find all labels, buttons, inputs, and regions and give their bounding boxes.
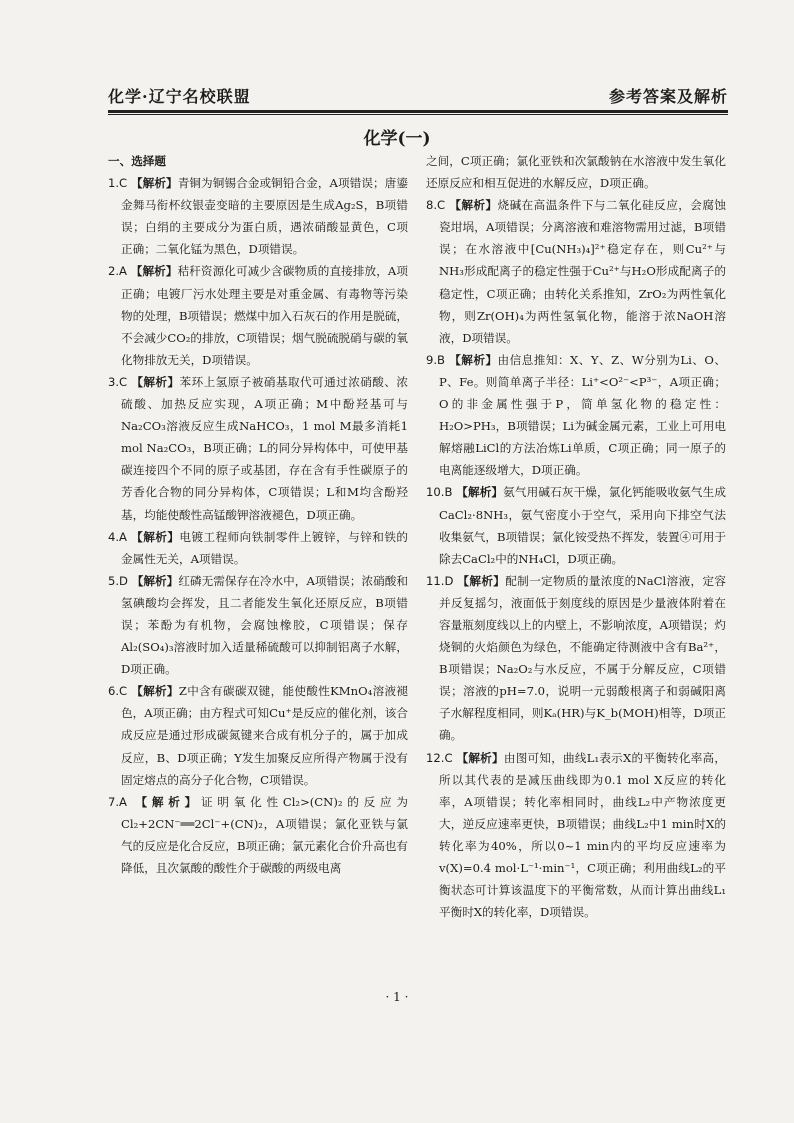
- answer-number: 1.C: [108, 176, 128, 191]
- answer-item: [426, 747, 726, 924]
- analysis-text: Z中含有碳碳双键，能使酸性KMnO₄溶液褪色，A项正确；由方程式可知Cu⁺是反应的催化剂，该合成反应是通过形成碳氮键来合成有机分子的，属于加成反应，B、D项正确；Y发生加聚反应所得产物属于没有固定熔点的高分子化合物，C项错误。: [121, 684, 408, 787]
- analysis-tag: 【解析】: [449, 352, 498, 367]
- answer-number: 5.D: [108, 573, 128, 588]
- answer-item: [426, 194, 726, 349]
- answer-number: 10.B: [426, 485, 453, 500]
- answer-item: [108, 260, 408, 370]
- header-subject: 化学·辽宁名校联盟: [108, 87, 251, 106]
- answer-number: 9.B: [426, 352, 446, 367]
- header-rule: [108, 110, 728, 113]
- analysis-text: 由信息推知：X、Y、Z、W分别为Li、O、P、Fe。则简单离子半径：Li⁺<O²⁻<P³⁻，A项正确；O的非金属性强于P，简单氢化物的稳定性：H₂O>PH₃，B项错误；Li为碱金属元素，工业上可用电解熔融LiCl的方法冶炼Li单质，C项正确；同一原子的电离能逐级增大，D项正确。: [439, 352, 726, 478]
- header-answers: 参考答案及解析: [608, 87, 728, 106]
- analysis-text: 氨气用碱石灰干燥，氯化钙能吸收氨气生成CaCl₂·8NH₃，氨气密度小于空气，采用向下排空气法收集氨气，B项错误；氯化铵受热不挥发，装置④可用于除去CaCl₂中的NH₄Cl，D项正确。: [439, 485, 726, 566]
- page-header: [108, 84, 728, 110]
- analysis-text: 苯环上氢原子被硝基取代可通过浓硝酸、浓硫酸、加热反应实现，A项正确；M中酚羟基可与Na₂CO₃溶液反应生成NaHCO₃，1 mol M最多消耗1 mol Na₂CO₃，B项正确；L的同分异构体中，可使甲基碳连接四个不同的原子或基团，存在含有手性碳原子的芳香化合物的同分异构体，C项错误；L和M均含酚羟基，均能使酸性高锰酸钾溶液褪色，D项正确。: [121, 374, 408, 522]
- answer-item-7: 7.A 【解析】证明氧化性Cl₂>(CN)₂的反应为Cl₂+2CN⁻══2Cl⁻+(CN)₂，A项错误；氯化亚铁与氯气的反应是化合反应，B项正确；氯元素化合价升高也有降低，且次氯酸的酸性介于碳酸的两级电离: [108, 794, 408, 875]
- analysis-text: 秸秆资源化可减少含碳物质的直接排放，A项正确；电镀厂污水处理主要是对重金属、有毒物等污染物的处理，B项错误；燃煤中加入石灰石的作用是脱硫，不会减少CO₂的排放，C项错误；烟气脱硫脱硝与碳的氧化物排放无关，D项错误。: [121, 264, 408, 367]
- page-title: 化学(一): [363, 129, 431, 149]
- answer-item: [426, 570, 726, 747]
- analysis-text: 由图可知，曲线L₁表示X的平衡转化率高，所以其代表的是减压曲线即为0.1 mol X反应的转化率，A项错误；转化率相同时，曲线L₂中产物浓度更大，逆反应速率更快，B项错误；曲线L₂中1 min时X的转化率为40%，所以0~1 min内的平均反应速率为v(X)=0.4 mol·L⁻¹·min⁻¹，C项正确；利用曲线L₂的平衡状态可计算该温度下的平衡常数，从而计算出曲线L₁平衡时X的转化率，D项错误。: [439, 750, 726, 920]
- answer-number: 3.C: [108, 374, 128, 389]
- analysis-tag: 【解析】: [131, 529, 180, 544]
- answer-item: [108, 371, 408, 526]
- section-heading: 一、选择题: [108, 154, 166, 168]
- answer-item: [108, 526, 408, 570]
- analysis-tag: 【解析】: [131, 684, 179, 699]
- analysis-text: 电镀工程师向铁制零件上镀锌，与锌和铁的金属性无关，A项错误。: [121, 529, 408, 566]
- left-item-list: [108, 172, 408, 791]
- analysis-tag: 【解析】: [456, 750, 504, 765]
- analysis-tag: 【解析】: [131, 374, 180, 389]
- answer-number: 12.C: [426, 750, 453, 765]
- answer-number: 4.A: [108, 529, 127, 544]
- item-7-continuation: 之间，C项正确；氯化亚铁和次氯酸钠在水溶液中发生氧化还原反应和相互促进的水解反应，D项正确。: [426, 154, 726, 191]
- analysis-tag: 【解析】: [130, 264, 178, 279]
- answer-item: [426, 481, 726, 569]
- analysis-tag: 【解析】: [449, 198, 498, 213]
- analysis-text: 配制一定物质的量浓度的NaCl溶液，定容并反复摇匀，液面低于刻度线的原因是少量液体附着在容量瓶刻度线以上的内壁上，不影响浓度，A项错误；灼烧铜的火焰颜色为绿色，不能确定待测液中含有Ba²⁺，B项错误；Na₂O₂与水反应，不属于分解反应，C项错误；溶液的pH=7.0，说明一元弱酸根离子和弱碱阳离子水解程度相同，则Kₐ(HR)与K_b(MOH)相等，D项正确。: [439, 573, 726, 743]
- analysis-tag: 【解析】: [131, 573, 179, 588]
- analysis-text: 青铜为铜锡合金或铜铅合金，A项错误；唐鎏金舞马衔杯纹银壶变暗的主要原因是生成Ag₂S，B项错误；白绢的主要成分为蛋白质，遇浓硝酸显黄色，C项正确；二氧化锰为黑色，D项错误。: [121, 176, 409, 257]
- right-column: [426, 150, 726, 923]
- analysis-tag: 【解析】: [130, 176, 178, 191]
- answer-number: 8.C: [426, 198, 446, 213]
- right-item-list: [426, 194, 726, 923]
- analysis-text: 烧碱在高温条件下与二氧化硅反应，会腐蚀瓷坩埚，A项错误；分离溶液和难溶物需用过滤，B项错误；在水溶液中[Cu(NH₃)₄]²⁺稳定存在，则Cu²⁺与NH₃形成配离子的稳定性强于Cu²⁺与H₂O形成配离子的稳定性，C项正确；由转化关系推知，ZrO₂为两性氧化物，则Zr(OH)₄为两性氢氧化物，能溶于浓NaOH溶液，D项错误。: [439, 198, 726, 345]
- answer-number: 11.D: [426, 573, 454, 588]
- analysis-tag: 【解析】: [457, 573, 506, 588]
- page-number: · 1 ·: [385, 990, 409, 1004]
- answer-item: [108, 172, 408, 260]
- answer-number: 2.A: [108, 264, 127, 279]
- answer-number: 6.C: [108, 684, 128, 699]
- analysis-tag: 【解析】: [456, 485, 504, 500]
- left-column: [108, 150, 408, 879]
- answer-item: [108, 680, 408, 790]
- answer-item: [426, 349, 726, 482]
- header-rule-thin: [108, 114, 728, 115]
- answer-item: [108, 570, 408, 680]
- analysis-text: 红磷无需保存在冷水中，A项错误；浓硝酸和氢碘酸均会挥发，且二者能发生氧化还原反应，B项错误；苯酚为有机物，会腐蚀橡胶，C项错误；保存Al₂(SO₄)₃溶液时加入适量稀硫酸可以抑制铝离子水解，D项正确。: [121, 573, 409, 677]
